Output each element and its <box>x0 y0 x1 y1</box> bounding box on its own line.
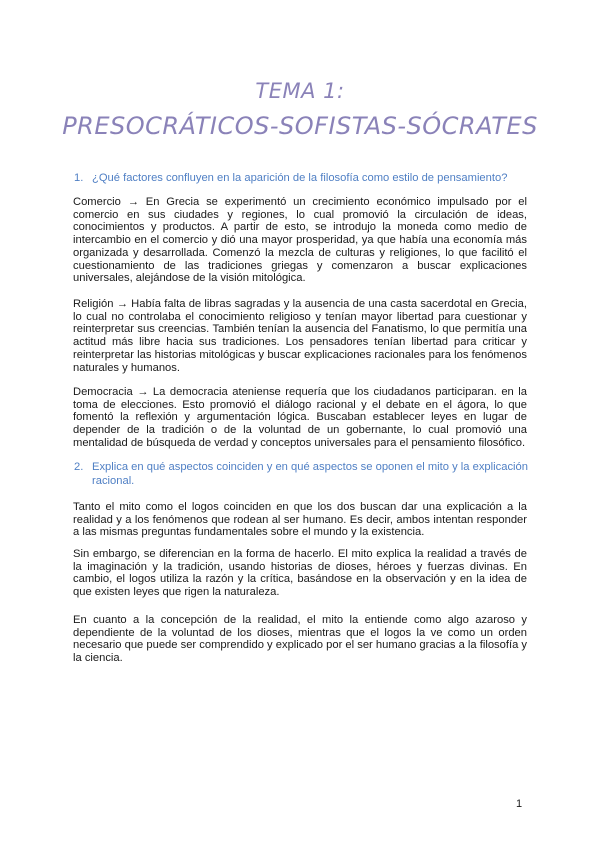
question-2-number: 2. <box>74 461 84 473</box>
question-2-text: Explica en qué aspectos coinciden y en qué aspectos se oponen el mito y la explicación racional. <box>92 461 528 487</box>
paragraph-coincidencias: Tanto el mito como el logos coinciden en que los dos buscan dar una explicación a la realidad y a los fenómenos que rodean al ser humano. Es decir, ambos intentan responder a las mismas preguntas fundamentales sobre el mundo y la existencia. <box>73 501 527 539</box>
question-1-text: ¿Qué factores confluyen en la aparición de la filosofía como estilo de pensamiento? <box>92 172 508 184</box>
question-1-number: 1. <box>74 172 84 184</box>
question-2 <box>74 461 532 488</box>
paragraph-democracia: Democracia → La democracia ateniense requería que los ciudadanos participaran. en la toma de elecciones. Esto promovió el diálogo racional y el debate en el ágora, lo que fomentó la reflexión y argumentación lógica. Buscaban establecer leyes en lugar de depender de la tradición o de la voluntad de un gobernante, lo cual promovió una mentalidad de búsqueda de verdad y conceptos universales para el pensamiento filosófico. <box>73 386 527 449</box>
document-title-line-1: TEMA 1: <box>255 79 345 103</box>
paragraph-concepcion-realidad: En cuanto a la concepción de la realidad, el mito la entiende como algo azaroso y dependiente de la voluntad de los dioses, mientras que el logos la ve como un orden necesario que puede ser comprendido y explicado por el ser humano gracias a la filosofía y la ciencia. <box>73 614 527 665</box>
document-title-line-2: PRESOCRÁTICOS-SOFISTAS-SÓCRATES <box>62 112 538 140</box>
paragraph-religion: Religión → Había falta de libras sagradas y la ausencia de una casta sacerdotal en Grecia, lo cual no controlaba el conocimiento religioso y tenían mayor libertad para cuestionar y reinterpretar sus creencias. También tenían la ausencia del Fanatismo, lo que permitía una actitud más libre hacia sus tradiciones. Los pensadores tenían libertad para criticar y reinterpretar las historias mitológicas y buscar explicaciones racionales para los fenómenos naturales y humanos. <box>73 298 527 374</box>
question-1 <box>74 172 532 186</box>
page-number: 1 <box>516 798 523 810</box>
paragraph-comercio: Comercio → En Grecia se experimentó un crecimiento económico impulsado por el comercio en sus ciudades y regiones, lo cual promovió la circulación de ideas, conocimientos y productos. A partir de esto, se introdujo la moneda como medio de intercambio en el comercio y dió una mayor prosperidad, ya que había una economía más organizada y desarrollada. Comenzó la mezcla de culturas y religiones, lo que facilitó el cuestionamiento de las tradiciones griegas y comenzaron a buscar explicaciones universales, alejándose de la visión mitológica. <box>73 196 527 285</box>
paragraph-diferencias: Sin embargo, se diferencian en la forma de hacerlo. El mito explica la realidad a través de la imaginación y la tradición, usando historias de dioses, héroes y fuerzas divinas. En cambio, el logos utiliza la razón y la crítica, basándose en la observación y en la idea de que existen leyes que rigen la naturaleza. <box>73 548 527 599</box>
